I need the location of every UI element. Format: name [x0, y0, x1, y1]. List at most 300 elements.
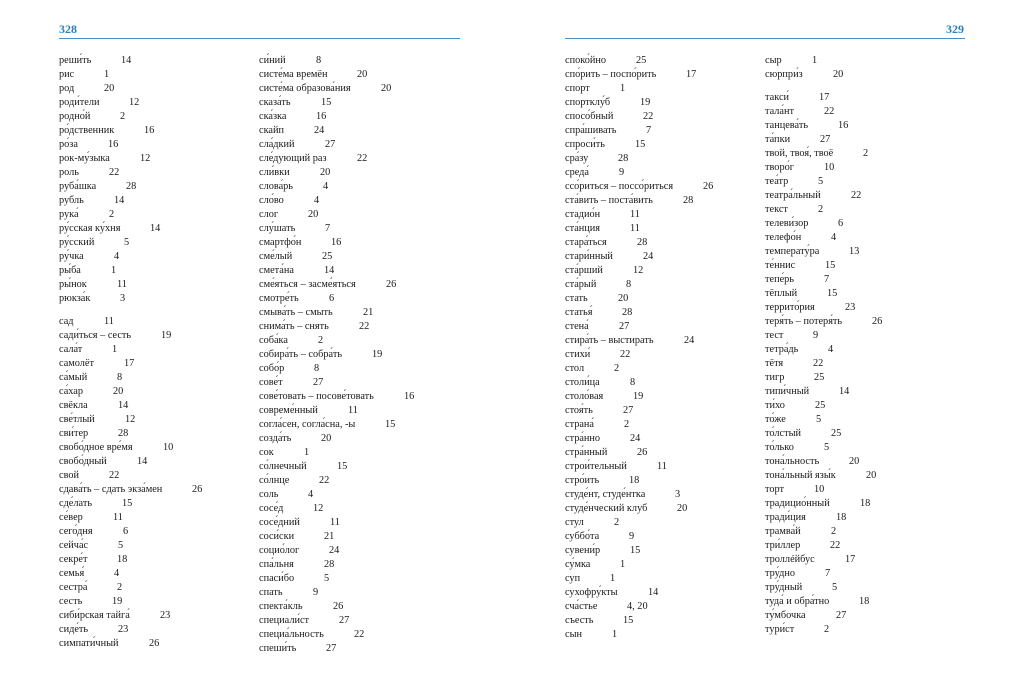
index-word: тради́ция [765, 512, 806, 523]
left-page-number: 328 [59, 22, 77, 36]
index-lesson-number: 25 [814, 372, 825, 383]
index-word: сове́товать – посове́товать [259, 391, 374, 402]
index-lesson-number: 1 [610, 573, 616, 584]
index-word: родно́й [59, 111, 91, 122]
index-word: троллéйбус [765, 554, 815, 565]
index-word: сви́тер [59, 428, 89, 439]
index-word: симпати́чный [59, 638, 119, 649]
index-word: сухофру́кты [565, 587, 618, 598]
index-lesson-number: 20 [833, 69, 844, 80]
index-lesson-number: 2 [120, 111, 126, 122]
index-lesson-number: 22 [319, 475, 330, 486]
index-lesson-number: 22 [109, 470, 120, 481]
index-lesson-number: 10 [814, 484, 825, 495]
right-header-rule [565, 38, 965, 39]
index-lesson-number: 11 [117, 279, 127, 290]
index-word: соль [259, 489, 279, 500]
index-word: театра́льный [765, 190, 821, 201]
index-lesson-number: 17 [686, 69, 697, 80]
index-lesson-number: 20 [618, 293, 629, 304]
index-word: стро́ить [565, 475, 600, 486]
index-word: теа́тр [765, 176, 789, 187]
index-lesson-number: 22 [830, 540, 841, 551]
index-lesson-number: 26 [192, 484, 203, 495]
index-word: смыва́ть – смыть [259, 307, 333, 318]
index-lesson-number: 26 [637, 447, 648, 458]
index-word: стира́ть – выстирать [565, 335, 654, 346]
index-word: со́лнце [259, 475, 290, 486]
index-word: ста́рый [565, 279, 597, 290]
index-word: теря́ть – потеря́ть [765, 316, 843, 327]
index-lesson-number: 8 [117, 372, 123, 383]
index-word: соба́ка [259, 335, 288, 346]
index-word: стара́ться [565, 237, 607, 248]
index-word: ры́ба [59, 265, 81, 276]
index-lesson-number: 21 [363, 307, 374, 318]
index-word: свобо́дный [59, 456, 107, 467]
index-word: са́хар [59, 386, 83, 397]
index-lesson-number: 17 [124, 358, 135, 369]
index-word: ру́чка [59, 251, 84, 262]
index-lesson-number: 17 [819, 92, 830, 103]
index-word: ти́хо [765, 400, 785, 411]
index-word: трамва́й [765, 526, 801, 537]
index-word: тру́дно [765, 568, 796, 579]
index-word: ста́рший [565, 265, 603, 276]
index-lesson-number: 27 [623, 405, 634, 416]
index-word: сесть [59, 596, 83, 607]
index-word: стихи́ [565, 349, 591, 360]
index-word: ро́дственник [59, 125, 115, 136]
index-word: те́ннис [765, 260, 796, 271]
index-lesson-number: 9 [629, 531, 635, 542]
index-word: сме́яться – засме́яться [259, 279, 356, 290]
index-lesson-number: 27 [313, 377, 324, 388]
index-word: стена́ [565, 321, 589, 332]
index-lesson-number: 16 [331, 237, 342, 248]
index-lesson-number: 12 [633, 265, 644, 276]
index-lesson-number: 1 [304, 447, 310, 458]
index-lesson-number: 19 [640, 97, 651, 108]
index-lesson-number: 8 [316, 55, 322, 66]
index-lesson-number: 12 [125, 414, 136, 425]
index-word: суп [565, 573, 581, 584]
index-lesson-number: 28 [622, 307, 633, 318]
index-lesson-number: 8 [630, 377, 636, 388]
index-word: сади́ться – сесть [59, 330, 132, 341]
index-word: спо́рить – поспо́рить [565, 69, 657, 80]
index-lesson-number: 2 [614, 363, 620, 374]
index-lesson-number: 9 [813, 330, 819, 341]
index-word: тури́ст [765, 624, 795, 635]
index-word: рубль [59, 195, 84, 206]
index-word: сиде́ть [59, 624, 89, 635]
index-lesson-number: 8 [626, 279, 632, 290]
index-lesson-number: 9 [619, 167, 625, 178]
index-word: све́тлый [59, 414, 95, 425]
index-lesson-number: 4 [114, 251, 120, 262]
index-word: та́пки [765, 134, 791, 145]
index-word: стать [565, 293, 588, 304]
index-word: согла́сен, согла́сна, -ы [259, 419, 356, 430]
index-word: специали́ст [259, 615, 310, 626]
index-lesson-number: 11 [104, 316, 114, 327]
index-lesson-number: 13 [849, 246, 860, 257]
index-lesson-number: 14 [118, 400, 129, 411]
index-word: строи́тельный [565, 461, 627, 472]
index-lesson-number: 23 [845, 302, 856, 313]
index-lesson-number: 28 [683, 195, 694, 206]
index-lesson-number: 26 [149, 638, 160, 649]
index-word: съесть [565, 615, 594, 626]
index-word: род [59, 83, 75, 94]
right-page-number: 329 [946, 22, 964, 36]
index-lesson-number: 2 [824, 624, 830, 635]
index-word: соси́ски [259, 531, 295, 542]
index-word: ру́сский [59, 237, 95, 248]
index-word: традицио́нный [765, 498, 830, 509]
index-word: то́лстый [765, 428, 802, 439]
index-lesson-number: 27 [325, 139, 336, 150]
index-word: студе́нт, студе́нтка [565, 489, 646, 500]
index-lesson-number: 1 [104, 69, 110, 80]
index-lesson-number: 2 [624, 419, 630, 430]
index-word: творо́г [765, 162, 794, 173]
index-word: стадио́н [565, 209, 601, 220]
index-lesson-number: 18 [117, 554, 128, 565]
index-word: совреме́нный [259, 405, 318, 416]
index-word: тала́нт [765, 106, 795, 117]
index-lesson-number: 14 [150, 223, 161, 234]
index-lesson-number: 16 [404, 391, 415, 402]
index-word: танцева́ть [765, 120, 809, 131]
index-lesson-number: 4 [828, 344, 834, 355]
index-word: сад [59, 316, 74, 327]
index-lesson-number: 19 [372, 349, 383, 360]
index-lesson-number: 14 [114, 195, 125, 206]
index-word: снима́ть – снять [259, 321, 329, 332]
index-word: ста́вить – поста́вить [565, 195, 653, 206]
index-lesson-number: 4 [323, 181, 329, 192]
index-lesson-number: 22 [824, 106, 835, 117]
index-lesson-number: 15 [122, 498, 133, 509]
index-lesson-number: 1 [112, 344, 118, 355]
index-word: спра́шивать [565, 125, 617, 136]
index-word: роль [59, 167, 79, 178]
index-lesson-number: 10 [824, 162, 835, 173]
index-word: роди́тели [59, 97, 100, 108]
index-lesson-number: 22 [109, 167, 120, 178]
index-lesson-number: 3 [120, 293, 126, 304]
index-lesson-number: 20 [321, 433, 332, 444]
index-word: туда́ и обра́тно [765, 596, 830, 607]
index-word: ссо́риться – поссо́риться [565, 181, 674, 192]
index-word: свёкла [59, 400, 88, 411]
index-word: сыр [765, 55, 782, 66]
index-word: сувени́р [565, 545, 601, 556]
index-lesson-number: 15 [623, 615, 634, 626]
index-lesson-number: 16 [108, 139, 119, 150]
index-word: ро́за [59, 139, 78, 150]
index-word: среда́ [565, 167, 589, 178]
index-lesson-number: 20 [677, 503, 688, 514]
index-lesson-number: 11 [657, 461, 667, 472]
index-lesson-number: 12 [140, 153, 151, 164]
index-word: ту́мбочка [765, 610, 806, 621]
index-word: террито́рия [765, 302, 815, 313]
index-word: тепе́рь [765, 274, 794, 285]
index-word: спортклу́б [565, 97, 611, 108]
index-word: си́ний [259, 55, 286, 66]
index-word: три́ллер [765, 540, 801, 551]
index-word: рок-му́зыка [59, 153, 110, 164]
index-word: твой, твоя́, твоё [765, 148, 834, 159]
index-word: смета́на [259, 265, 294, 276]
index-word: телеви́зор [765, 218, 809, 229]
index-lesson-number: 20 [320, 167, 331, 178]
index-lesson-number: 27 [836, 610, 847, 621]
left-header-rule [59, 38, 460, 39]
index-lesson-number: 20 [104, 83, 115, 94]
index-lesson-number: 22 [354, 629, 365, 640]
index-word: смартфо́н [259, 237, 302, 248]
index-lesson-number: 5 [832, 582, 838, 593]
index-lesson-number: 16 [316, 111, 327, 122]
index-word: собира́ть – собра́ть [259, 349, 343, 360]
index-word: такси́ [765, 92, 790, 103]
index-lesson-number: 11 [630, 223, 640, 234]
index-lesson-number: 23 [118, 624, 129, 635]
index-word: спаси́бо [259, 573, 295, 584]
index-lesson-number: 24 [329, 545, 340, 556]
index-lesson-number: 16 [144, 125, 155, 136]
index-lesson-number: 11 [330, 517, 340, 528]
index-word: самолёт [59, 358, 95, 369]
index-lesson-number: 7 [646, 125, 652, 136]
index-word: се́вер [59, 512, 83, 523]
index-word: текст [765, 204, 788, 215]
index-lesson-number: 2 [818, 204, 824, 215]
index-word: суббо́та [565, 531, 600, 542]
index-word: рюкза́к [59, 293, 91, 304]
index-lesson-number: 24 [630, 433, 641, 444]
index-lesson-number: 22 [851, 190, 862, 201]
index-lesson-number: 1 [620, 559, 626, 570]
index-word: сюрпри́з [765, 69, 803, 80]
index-lesson-number: 11 [348, 405, 358, 416]
index-word: сле́дующий раз [259, 153, 327, 164]
index-word: сове́т [259, 377, 283, 388]
index-lesson-number: 14 [121, 55, 132, 66]
index-lesson-number: 19 [112, 596, 123, 607]
index-lesson-number: 5 [824, 442, 830, 453]
index-lesson-number: 22 [359, 321, 370, 332]
index-lesson-number: 19 [633, 391, 644, 402]
index-lesson-number: 7 [825, 568, 831, 579]
index-word: сосе́д [259, 503, 284, 514]
index-word: свой [59, 470, 80, 481]
index-lesson-number: 27 [326, 643, 337, 654]
index-word: сча́стье [565, 601, 598, 612]
index-lesson-number: 26 [386, 279, 397, 290]
index-lesson-number: 1 [612, 629, 618, 640]
index-lesson-number: 11 [630, 209, 640, 220]
index-lesson-number: 15 [635, 139, 646, 150]
index-lesson-number: 6 [123, 526, 129, 537]
index-lesson-number: 1 [620, 83, 626, 94]
index-lesson-number: 26 [333, 601, 344, 612]
index-lesson-number: 24 [684, 335, 695, 346]
index-word: тест [765, 330, 784, 341]
index-lesson-number: 4, 20 [627, 601, 648, 612]
index-word: ру́сская ку́хня [59, 223, 121, 234]
index-lesson-number: 9 [313, 587, 319, 598]
index-lesson-number: 25 [831, 428, 842, 439]
index-lesson-number: 6 [329, 293, 335, 304]
index-lesson-number: 27 [820, 134, 831, 145]
index-lesson-number: 14 [839, 386, 850, 397]
index-lesson-number: 4 [314, 195, 320, 206]
index-lesson-number: 14 [648, 587, 659, 598]
index-lesson-number: 20 [113, 386, 124, 397]
index-lesson-number: 28 [126, 181, 137, 192]
index-lesson-number: 18 [860, 498, 871, 509]
index-lesson-number: 28 [118, 428, 129, 439]
index-word: спеши́ть [259, 643, 297, 654]
index-word: скайп [259, 125, 285, 136]
index-word: сра́зу [565, 153, 589, 164]
index-word: слова́рь [259, 181, 293, 192]
index-lesson-number: 7 [824, 274, 830, 285]
index-word: слу́шать [259, 223, 296, 234]
index-word: сде́лать [59, 498, 93, 509]
index-lesson-number: 18 [859, 596, 870, 607]
index-word: систе́ма образова́ния [259, 83, 351, 94]
index-word: сок [259, 447, 274, 458]
index-word: спа́льня [259, 559, 294, 570]
index-word: сестра́ [59, 582, 88, 593]
index-lesson-number: 17 [845, 554, 856, 565]
index-word: сала́т [59, 344, 83, 355]
index-word: то́лько [765, 442, 794, 453]
index-lesson-number: 2 [831, 526, 837, 537]
index-lesson-number: 22 [813, 358, 824, 369]
index-word: сме́лый [259, 251, 293, 262]
index-lesson-number: 8 [314, 363, 320, 374]
index-lesson-number: 20 [866, 470, 877, 481]
index-word: сиби́рская тайга́ [59, 610, 130, 621]
index-word: сын [565, 629, 582, 640]
index-lesson-number: 4 [831, 232, 837, 243]
index-lesson-number: 12 [313, 503, 324, 514]
index-word: ры́нок [59, 279, 87, 290]
index-word: столо́вая [565, 391, 604, 402]
index-word: сосе́дний [259, 517, 300, 528]
index-lesson-number: 14 [137, 456, 148, 467]
index-lesson-number: 19 [161, 330, 172, 341]
index-word: реши́ть [59, 55, 92, 66]
index-lesson-number: 5 [124, 237, 130, 248]
index-word: стол [565, 363, 585, 374]
index-lesson-number: 2 [109, 209, 115, 220]
index-word: тона́льный язы́к [765, 470, 836, 481]
index-word: спроси́ть [565, 139, 605, 150]
index-word: сло́во [259, 195, 284, 206]
index-word: статья́ [565, 307, 593, 318]
index-word: стул [565, 517, 584, 528]
index-word: стари́нный [565, 251, 613, 262]
index-lesson-number: 25 [636, 55, 647, 66]
index-lesson-number: 15 [385, 419, 396, 430]
index-word: су́мка [565, 559, 591, 570]
index-lesson-number: 27 [619, 321, 630, 332]
index-word: собо́р [259, 363, 285, 374]
index-word: торт [765, 484, 785, 495]
index-word: сказа́ть [259, 97, 291, 108]
index-word: созда́ть [259, 433, 292, 444]
index-lesson-number: 27 [339, 615, 350, 626]
index-word: температу́ра [765, 246, 820, 257]
index-lesson-number: 20 [308, 209, 319, 220]
index-word: стра́нный [565, 447, 608, 458]
index-lesson-number: 5 [818, 176, 824, 187]
index-lesson-number: 24 [314, 125, 325, 136]
index-word: столи́ца [565, 377, 600, 388]
index-lesson-number: 15 [825, 260, 836, 271]
index-word: спать [259, 587, 283, 598]
index-lesson-number: 2 [117, 582, 123, 593]
index-lesson-number: 20 [357, 69, 368, 80]
index-lesson-number: 26 [872, 316, 883, 327]
index-word: руба́шка [59, 181, 97, 192]
index-lesson-number: 5 [118, 540, 124, 551]
index-word: сли́вки [259, 167, 290, 178]
index-lesson-number: 22 [357, 153, 368, 164]
index-lesson-number: 5 [324, 573, 330, 584]
index-word: сла́дкий [259, 139, 295, 150]
index-lesson-number: 10 [163, 442, 174, 453]
index-word: рис [59, 69, 75, 80]
index-lesson-number: 1 [812, 55, 818, 66]
index-lesson-number: 28 [324, 559, 335, 570]
index-lesson-number: 28 [618, 153, 629, 164]
index-lesson-number: 21 [324, 531, 335, 542]
index-lesson-number: 15 [827, 288, 838, 299]
index-lesson-number: 6 [838, 218, 844, 229]
index-word: смотре́ть [259, 293, 299, 304]
index-lesson-number: 4 [114, 568, 120, 579]
index-word: страна́ [565, 419, 594, 430]
index-lesson-number: 18 [836, 512, 847, 523]
index-lesson-number: 25 [815, 400, 826, 411]
index-word: ста́нция [565, 223, 601, 234]
index-word: студе́нческий клуб [565, 503, 648, 514]
index-lesson-number: 22 [643, 111, 654, 122]
index-word: со́лнечный [259, 461, 307, 472]
index-word: спорт [565, 83, 590, 94]
index-word: телефо́н [765, 232, 802, 243]
index-word: то́же [765, 414, 786, 425]
index-word: стоя́ть [565, 405, 593, 416]
index-word: сего́дня [59, 526, 93, 537]
index-word: тигр [765, 372, 785, 383]
index-lesson-number: 20 [381, 83, 392, 94]
index-word: тётя [765, 358, 784, 369]
index-word: тона́льность [765, 456, 820, 467]
index-word: спекта́кль [259, 601, 303, 612]
index-lesson-number: 12 [129, 97, 140, 108]
index-word: рука́ [59, 209, 79, 220]
